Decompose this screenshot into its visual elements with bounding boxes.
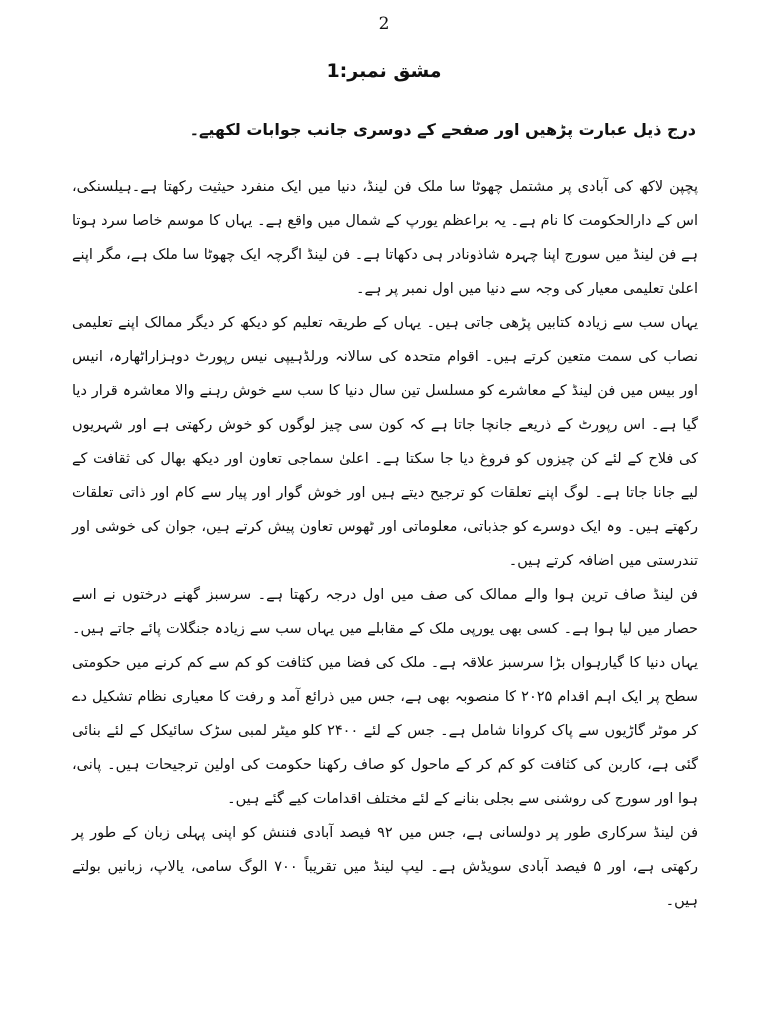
paragraph-environment: فن لینڈ صاف ترین ہوا والے ممالک کی صف میں اول درجہ رکھتا ہے۔ سرسبز گھنے درختوں نے اسے حصار میں لیا ہوا ہے۔ کسی بھی یورپی ملک کے مقابلے میں یہاں سب سے زیادہ جنگلات پائے جاتے ہیں۔ یہاں دنیا کا گیارہواں بڑا سرسبز علاقہ ہے۔ ملک کی فضا میں کثافت کو کم سے کم کرنے میں حکومتی سطح پر ایک اہم اقدام ۲۰۲۵ کا منصوبہ بھی ہے، جس میں ذرائع آمد و رفت کا معیاری نظام تشکیل دے کر موٹر گاڑیوں سے پاک کروانا شامل ہے۔ جس کے لئے ۲۴۰۰ کلو میٹر لمبی سڑک سائیکل کے لئے بنائی گئی ہے، کاربن کی کثافت کو کم کر کے ماحول کو صاف رکھنا حکومت کی اولین ترجیحات ہیں۔ پانی، ہوا اور سورج کی روشنی سے بجلی بنانے کے لئے مختلف اقدامات کیے گئے ہیں۔: [72, 587, 699, 807]
page-number: 2: [378, 14, 390, 34]
paragraph-languages: فن لینڈ سرکاری طور پر دولسانی ہے، جس میں ۹۲ فیصد آبادی فننش کو اپنی پہلی زبان کے طور پر رکھتی ہے، اور ۵ فیصد آبادی سویڈش ہے۔ لیپ لینڈ میں تقریباً ۷۰۰ الوگ سامی، یالاپ، زبانیں بولتے ہیں۔: [72, 825, 699, 909]
reading-passage: [72, 170, 699, 909]
paragraph-education-happiness: یہاں سب سے زیادہ کتابیں پڑھی جاتی ہیں۔ یہاں کے طریقہ تعلیم کو دیکھ کر دیگر ممالک اپنے تعلیمی نصاب کی سمت متعین کرتے ہیں۔ اقوام متحدہ کی سالانہ ورلڈہیپی نیس رپورٹ دوہزاراٹھارہ، انیس اور بیس میں فن لینڈ کے معاشرے کو مسلسل تین سال دنیا کا سب سے خوش رہنے والا معاشرہ قرار دیا گیا ہے۔ اس رپورٹ کے ذریعے جانچا جاتا ہے کہ کون سی چیز لوگوں کو خوش رکھتی ہے اور شہریوں کی فلاح کے لئے کن چیزوں کو فروغ دیا جا سکتا ہے۔ اعلیٰ سماجی تعاون اور دیکھ بھال کی ثقافت کے لیے جانا جاتا ہے۔ لوگ اپنے تعلقات کو ترجیح دیتے ہیں اور خوش گوار اور پیار سے کام اور ذاتی تعلقات رکھتے ہیں۔ وہ ایک دوسرے کو جذباتی، معلوماتی اور ٹھوس تعاون پیش کرتے ہیں، جوان کی خوشی اور تندرستی میں اضافہ کرتے ہیں۔: [72, 315, 698, 569]
paragraph-intro: پچپن لاکھ کی آبادی پر مشتمل چھوٹا سا ملک فن لینڈ، دنیا میں ایک منفرد حیثیت رکھتا ہے۔ہیلسنکی، اس کے دارالحکومت کا نام ہے۔ یہ براعظم یورپ کے شمال میں واقع ہے۔ یہاں کا موسم خاصا سرد ہوتا ہے فن لینڈ میں سورج اپنا چہرہ شاذونادر ہی دکھاتا ہے۔ فن لینڈ اگرچہ ایک چھوٹا سا ملک ہے، مگر اپنے اعلیٰ تعلیمی معیار کی وجہ سے دنیا میں اول نمبر پر ہے۔: [72, 179, 698, 297]
exercise-title: مشق نمبر:1: [326, 60, 442, 82]
instruction-heading: درج ذیل عبارت پڑھیں اور صفحے کے دوسری جانب جوابات لکھیے۔: [189, 120, 696, 139]
